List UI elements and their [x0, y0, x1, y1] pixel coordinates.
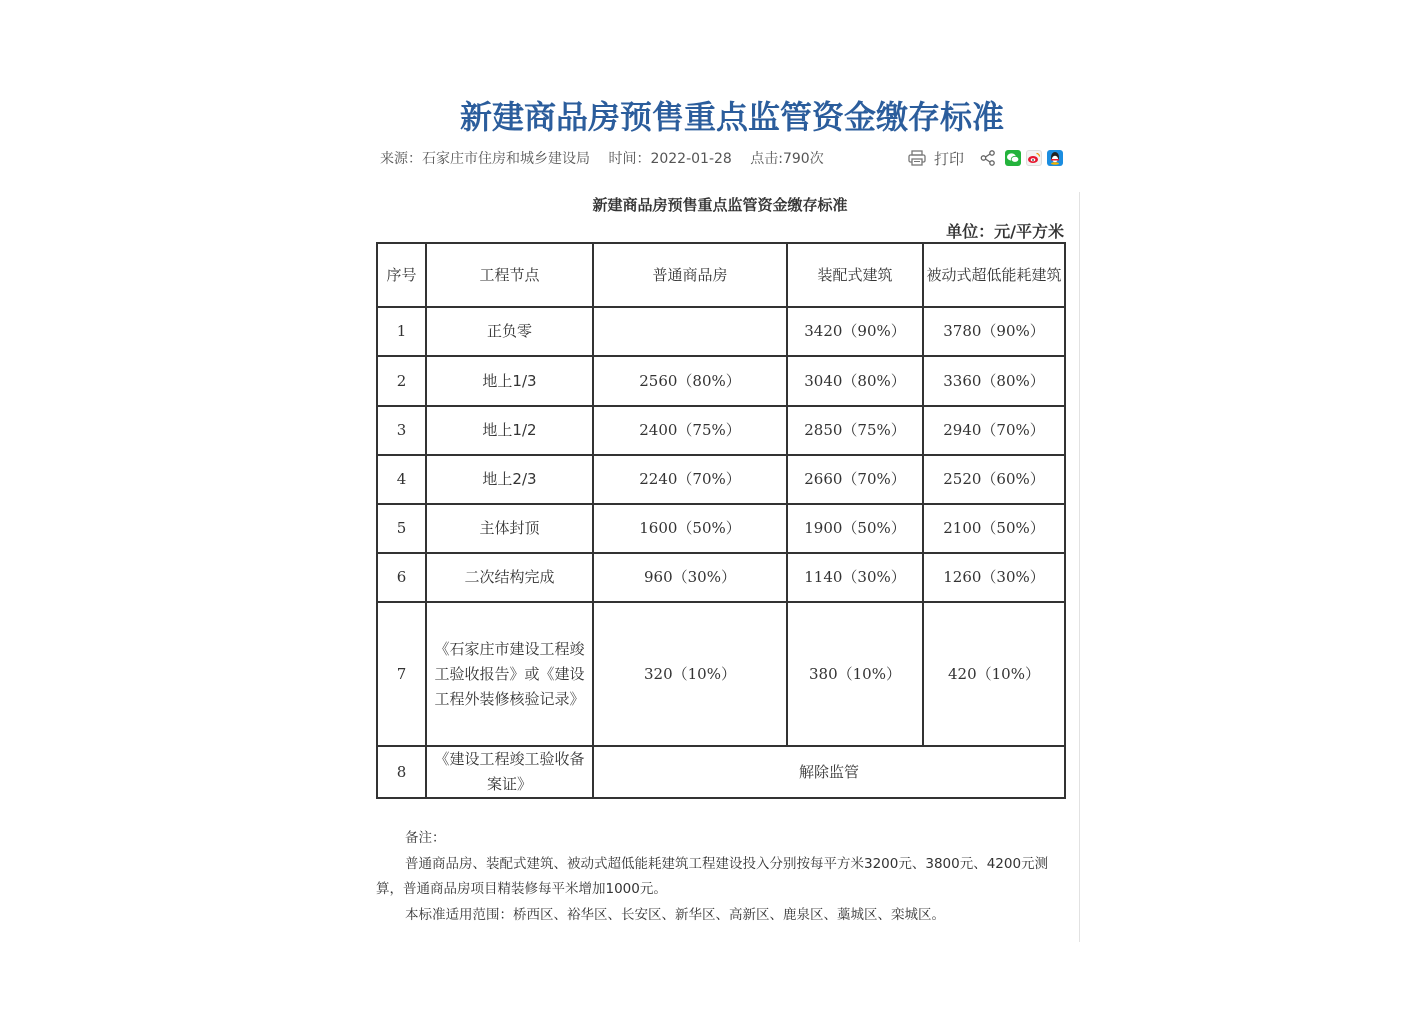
cell-normal: 960（30%）	[593, 553, 787, 602]
table-row	[377, 504, 1065, 553]
cell-no: 5	[377, 504, 426, 553]
article-meta	[380, 146, 1070, 170]
cell-prefab: 3420（90%）	[787, 307, 923, 356]
table-row	[377, 553, 1065, 602]
cell-normal	[593, 307, 787, 356]
header-normal: 普通商品房	[593, 243, 787, 307]
table-row	[377, 746, 1065, 798]
cell-no: 8	[377, 746, 426, 798]
cell-normal: 2400（75%）	[593, 406, 787, 455]
print-icon[interactable]	[908, 150, 926, 166]
cell-stage: 主体封顶	[426, 504, 593, 553]
cell-no: 3	[377, 406, 426, 455]
article-tools	[908, 146, 1063, 170]
table-row	[377, 356, 1065, 406]
notes-line-1: 普通商品房、装配式建筑、被动式超低能耗建筑工程建设投入分别按每平方米3200元、3800元、4200元测算，普通商品房项目精装修每平米增加1000元。	[376, 855, 1049, 897]
cell-release-supervision: 解除监管	[593, 746, 1065, 798]
cell-normal: 1600（50%）	[593, 504, 787, 553]
content-divider	[1079, 192, 1080, 942]
header-stage: 工程节点	[426, 243, 593, 307]
cell-passive: 2100（50%）	[923, 504, 1065, 553]
cell-stage: 地上1/2	[426, 406, 593, 455]
cell-stage: 正负零	[426, 307, 593, 356]
share-icon[interactable]	[980, 150, 996, 166]
cell-stage: 地上1/3	[426, 356, 593, 406]
cell-stage: 《建设工程竣工验收备案证》	[426, 746, 593, 798]
unit-label: 单位：元/平方米	[946, 222, 1064, 241]
header-no: 序号	[377, 243, 426, 307]
table-row	[377, 455, 1065, 504]
cell-stage: 地上2/3	[426, 455, 593, 504]
cell-normal: 2240（70%）	[593, 455, 787, 504]
cell-prefab: 3040（80%）	[787, 356, 923, 406]
deposit-standard-table	[376, 242, 1066, 799]
cell-passive: 3360（80%）	[923, 356, 1065, 406]
cell-no: 7	[377, 602, 426, 746]
article-source: 来源：石家庄市住房和城乡建设局	[380, 151, 590, 167]
cell-passive: 1260（30%）	[923, 553, 1065, 602]
weibo-icon[interactable]	[1026, 150, 1042, 166]
article-date: 时间：2022-01-28	[608, 151, 732, 167]
qq-icon[interactable]	[1047, 150, 1063, 166]
cell-prefab: 2850（75%）	[787, 406, 923, 455]
cell-normal: 2560（80%）	[593, 356, 787, 406]
cell-passive: 2520（60%）	[923, 455, 1065, 504]
article-title: 新建商品房预售重点监管资金缴存标准	[459, 98, 1004, 136]
notes-section	[376, 826, 1066, 928]
cell-no: 1	[377, 307, 426, 356]
cell-prefab: 2660（70%）	[787, 455, 923, 504]
table-row	[377, 406, 1065, 455]
table-row	[377, 602, 1065, 746]
wechat-icon[interactable]	[1005, 150, 1021, 166]
cell-passive: 2940（70%）	[923, 406, 1065, 455]
document-heading: 新建商品房预售重点监管资金缴存标准	[592, 196, 848, 214]
cell-prefab: 1140（30%）	[787, 553, 923, 602]
cell-normal: 320（10%）	[593, 602, 787, 746]
print-button[interactable]: 打印	[934, 149, 965, 168]
cell-no: 4	[377, 455, 426, 504]
table-header-row	[377, 243, 1065, 307]
cell-no: 2	[377, 356, 426, 406]
header-passive: 被动式超低能耗建筑	[923, 243, 1065, 307]
cell-passive: 420（10%）	[923, 602, 1065, 746]
cell-prefab: 1900（50%）	[787, 504, 923, 553]
cell-prefab: 380（10%）	[787, 602, 923, 746]
cell-no: 6	[377, 553, 426, 602]
table-row	[377, 307, 1065, 356]
notes-label: 备注：	[405, 830, 446, 846]
article-clicks: 点击:790次	[750, 151, 824, 167]
notes-line-2: 本标准适用范围：桥西区、裕华区、长安区、新华区、高新区、鹿泉区、藁城区、栾城区。	[405, 906, 945, 923]
cell-stage: 二次结构完成	[426, 553, 593, 602]
header-prefab: 装配式建筑	[787, 243, 923, 307]
cell-passive: 3780（90%）	[923, 307, 1065, 356]
cell-stage: 《石家庄市建设工程竣工验收报告》或《建设工程外装修核验记录》	[426, 602, 593, 746]
